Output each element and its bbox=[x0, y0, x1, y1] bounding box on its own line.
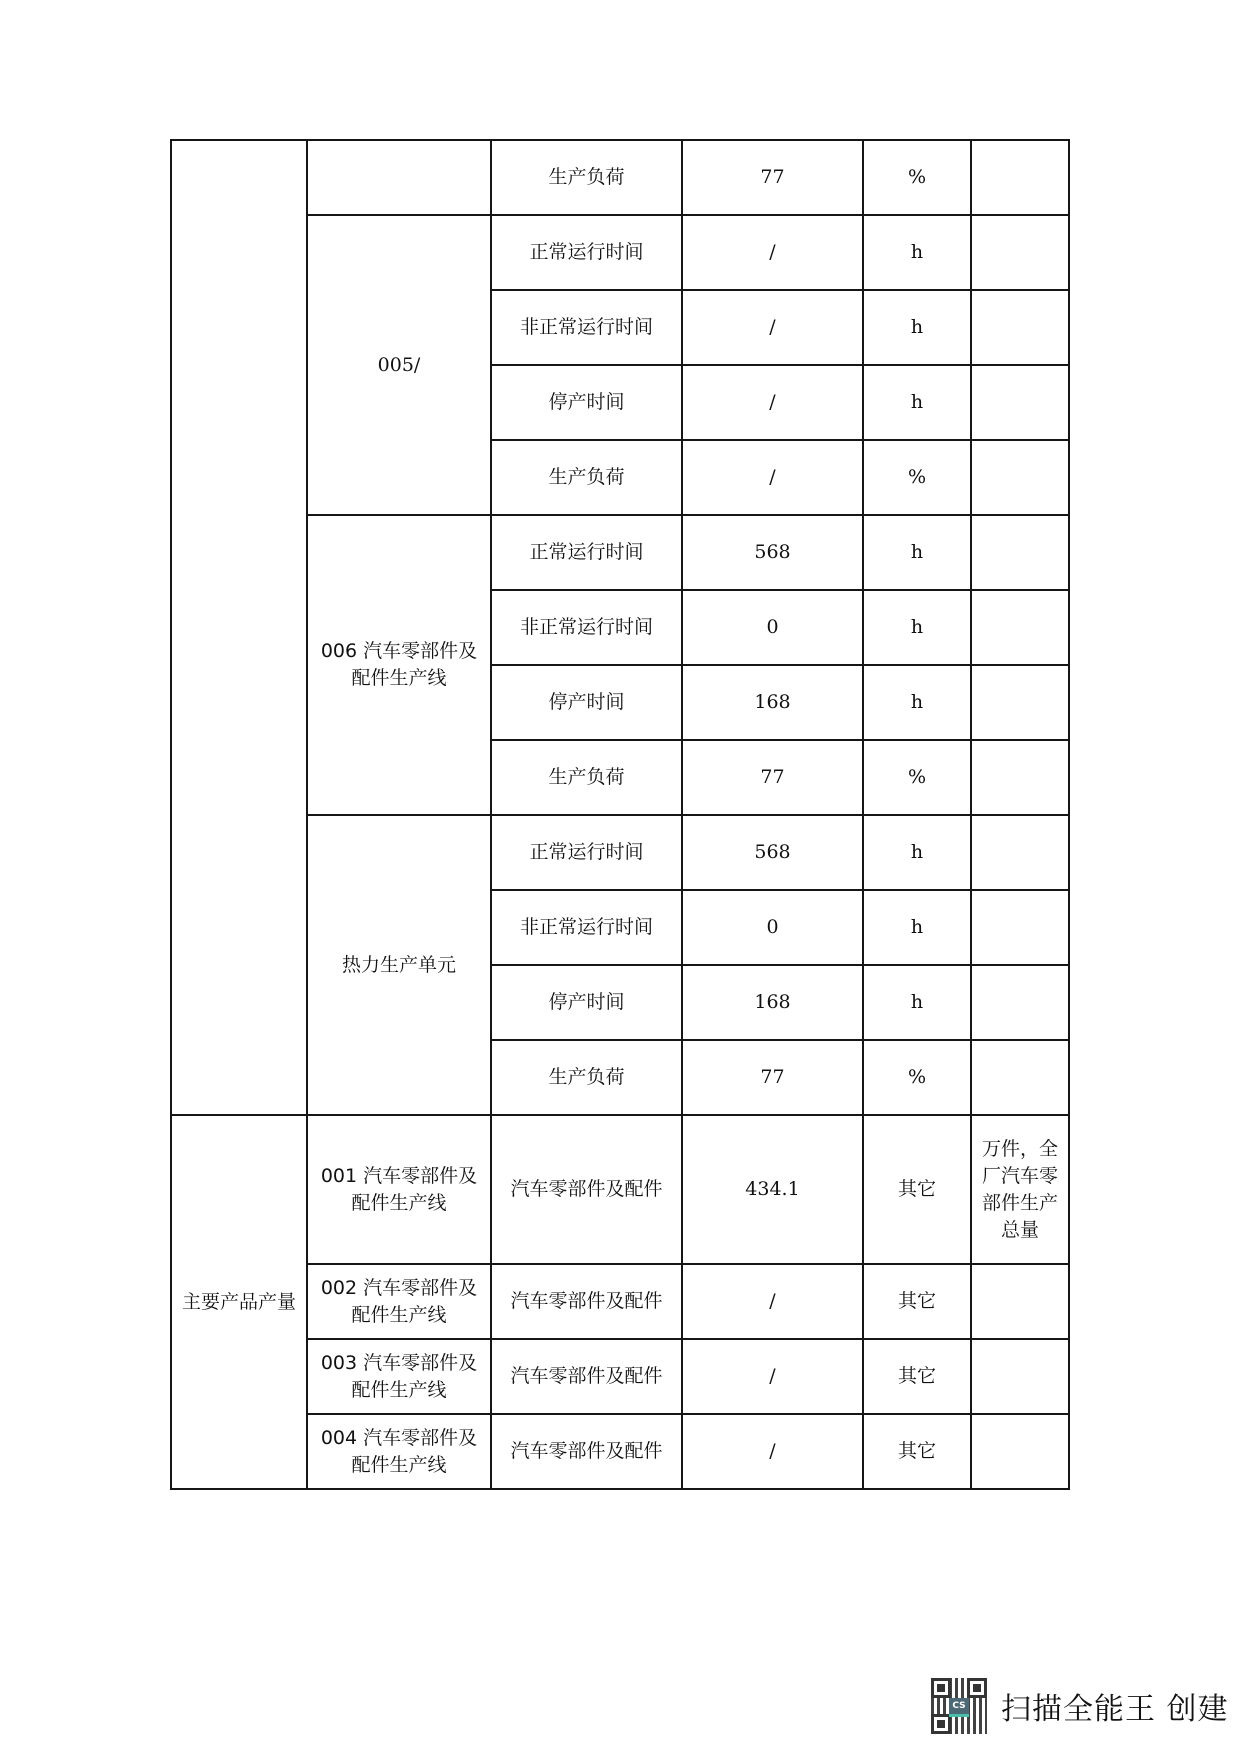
product-unit: 其它 bbox=[863, 1264, 971, 1339]
product-name: 汽车零部件及配件 bbox=[491, 1115, 682, 1264]
product-line: 004 汽车零部件及配件生产线 bbox=[307, 1414, 491, 1489]
product-line: 003 汽车零部件及配件生产线 bbox=[307, 1339, 491, 1414]
product-value: 434.1 bbox=[682, 1115, 863, 1264]
metric-label: 停产时间 bbox=[491, 965, 682, 1040]
metric-unit: h bbox=[863, 965, 971, 1040]
unit-name: 热力生产单元 bbox=[307, 815, 491, 1115]
metric-unit: h bbox=[863, 890, 971, 965]
product-name: 汽车零部件及配件 bbox=[491, 1414, 682, 1489]
metric-value: / bbox=[682, 440, 863, 515]
metric-label: 生产负荷 bbox=[491, 440, 682, 515]
metric-unit: h bbox=[863, 515, 971, 590]
scanner-watermark bbox=[931, 1678, 1229, 1734]
metric-value: 168 bbox=[682, 665, 863, 740]
product-unit: 其它 bbox=[863, 1414, 971, 1489]
metric-note bbox=[971, 1040, 1069, 1115]
watermark-text: 扫描全能王 创建 bbox=[1001, 1692, 1229, 1727]
metric-unit: h bbox=[863, 365, 971, 440]
metric-label: 生产负荷 bbox=[491, 140, 682, 215]
metric-note bbox=[971, 665, 1069, 740]
metric-label: 非正常运行时间 bbox=[491, 290, 682, 365]
metric-value: / bbox=[682, 365, 863, 440]
metric-value: 0 bbox=[682, 590, 863, 665]
metric-note bbox=[971, 215, 1069, 290]
product-value: / bbox=[682, 1339, 863, 1414]
product-note bbox=[971, 1264, 1069, 1339]
section-label-operation bbox=[171, 140, 307, 1115]
metric-value: 77 bbox=[682, 1040, 863, 1115]
metric-unit: h bbox=[863, 815, 971, 890]
table-row bbox=[171, 1115, 1069, 1264]
metric-unit: % bbox=[863, 1040, 971, 1115]
section-label-products: 主要产品产量 bbox=[171, 1115, 307, 1489]
metric-unit: h bbox=[863, 290, 971, 365]
product-name: 汽车零部件及配件 bbox=[491, 1264, 682, 1339]
metric-value: 568 bbox=[682, 815, 863, 890]
product-line: 001 汽车零部件及配件生产线 bbox=[307, 1115, 491, 1264]
metric-label: 生产负荷 bbox=[491, 740, 682, 815]
metric-label: 停产时间 bbox=[491, 365, 682, 440]
product-unit: 其它 bbox=[863, 1339, 971, 1414]
qr-code-icon: CS bbox=[931, 1678, 987, 1734]
metric-note bbox=[971, 590, 1069, 665]
metric-label: 正常运行时间 bbox=[491, 215, 682, 290]
metric-label: 停产时间 bbox=[491, 665, 682, 740]
metric-value: 168 bbox=[682, 965, 863, 1040]
metric-value: 77 bbox=[682, 740, 863, 815]
metric-unit: % bbox=[863, 140, 971, 215]
metric-label: 生产负荷 bbox=[491, 1040, 682, 1115]
metric-unit: h bbox=[863, 665, 971, 740]
metric-note bbox=[971, 740, 1069, 815]
product-unit: 其它 bbox=[863, 1115, 971, 1264]
unit-name: 006 汽车零部件及配件生产线 bbox=[307, 515, 491, 815]
metric-value: / bbox=[682, 215, 863, 290]
product-value: / bbox=[682, 1414, 863, 1489]
metric-note bbox=[971, 440, 1069, 515]
metric-unit: % bbox=[863, 440, 971, 515]
metric-note bbox=[971, 515, 1069, 590]
table-row bbox=[171, 140, 1069, 215]
unit-name bbox=[307, 140, 491, 215]
unit-name: 005/ bbox=[307, 215, 491, 515]
production-table bbox=[170, 139, 1070, 1490]
metric-value: 77 bbox=[682, 140, 863, 215]
product-note: 万件，全厂汽车零部件生产总量 bbox=[971, 1115, 1069, 1264]
product-value: / bbox=[682, 1264, 863, 1339]
metric-unit: h bbox=[863, 215, 971, 290]
product-note bbox=[971, 1339, 1069, 1414]
product-line: 002 汽车零部件及配件生产线 bbox=[307, 1264, 491, 1339]
product-note bbox=[971, 1414, 1069, 1489]
metric-value: / bbox=[682, 290, 863, 365]
metric-note bbox=[971, 965, 1069, 1040]
metric-note bbox=[971, 365, 1069, 440]
metric-label: 非正常运行时间 bbox=[491, 890, 682, 965]
metric-value: 0 bbox=[682, 890, 863, 965]
metric-note bbox=[971, 140, 1069, 215]
metric-unit: h bbox=[863, 590, 971, 665]
metric-note bbox=[971, 815, 1069, 890]
metric-label: 正常运行时间 bbox=[491, 815, 682, 890]
metric-unit: % bbox=[863, 740, 971, 815]
metric-note bbox=[971, 290, 1069, 365]
product-name: 汽车零部件及配件 bbox=[491, 1339, 682, 1414]
metric-value: 568 bbox=[682, 515, 863, 590]
metric-label: 正常运行时间 bbox=[491, 515, 682, 590]
metric-label: 非正常运行时间 bbox=[491, 590, 682, 665]
metric-note bbox=[971, 890, 1069, 965]
